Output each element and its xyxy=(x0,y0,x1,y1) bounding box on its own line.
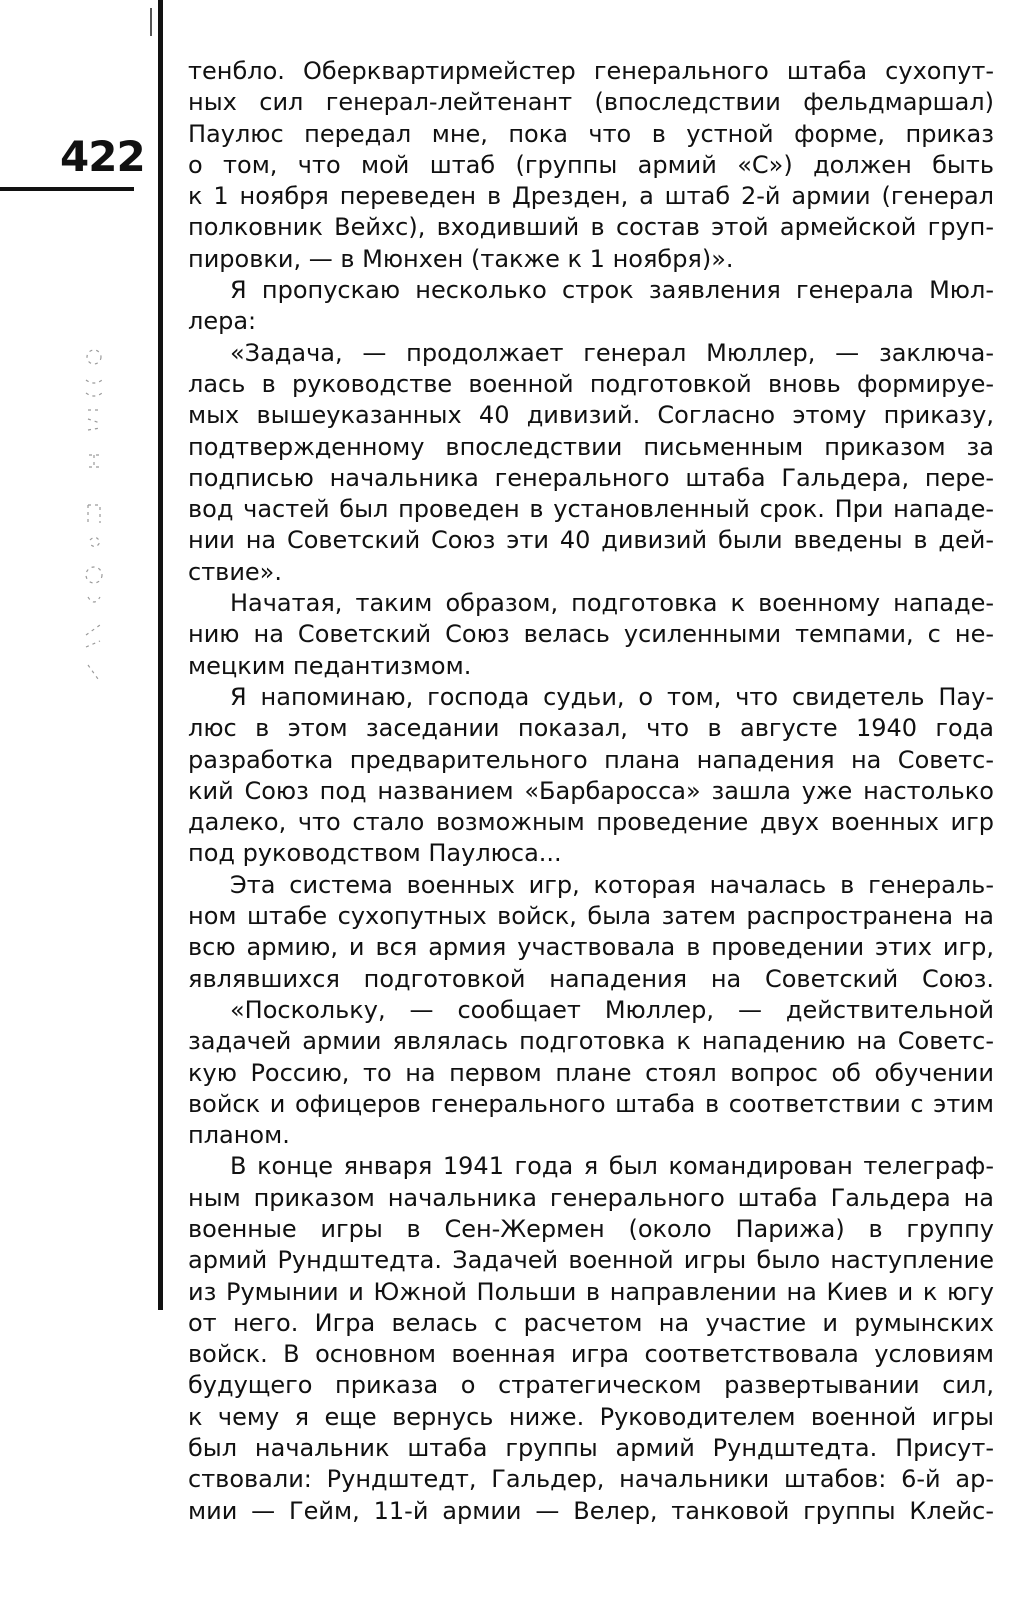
text-line: «Задача, — продолжает генерал Мюллер, — заключа- xyxy=(230,338,994,367)
text-line: армий Рундштедта. Задачей военной игры было наступление xyxy=(188,1246,994,1275)
text-line: из Румынии и Южной Польши в направлении на Киев и к югу xyxy=(188,1277,994,1306)
text-line: нию на Советский Союз велась усиленными темпами, с не- xyxy=(188,620,994,649)
text-line: В конце января 1941 года я был командирован телеграф- xyxy=(230,1152,994,1181)
text-line: далеко, что стало возможным проведение двух военных игр xyxy=(188,808,994,837)
text-line: к чему я еще вернусь ниже. Руководителем военной игры xyxy=(188,1402,994,1431)
body-text xyxy=(188,56,994,1527)
text-line: под руководством Паулюса... xyxy=(188,839,562,868)
text-line: мых вышеуказанных 40 дивизий. Согласно этому приказу, xyxy=(188,401,994,430)
text-line: ствие». xyxy=(188,557,282,586)
text-line: войск. В основном военная игра соответствовала условиям xyxy=(188,1340,994,1369)
text-line: лась в руководстве военной подготовкой вновь формируе- xyxy=(188,369,994,398)
text-line: мии — Гейм, 11-й армии — Велер, танковой группы Клейс- xyxy=(188,1496,994,1525)
text-line: Я напоминаю, господа судьи, о том, что свидетель Пау- xyxy=(230,682,994,711)
library-stamp-mark xyxy=(74,335,144,715)
text-line: военные игры в Сен-Жермен (около Парижа) в группу xyxy=(188,1214,994,1243)
text-line: о том, что мой штаб (группы армий «С») должен быть xyxy=(188,150,994,179)
text-line: вод частей был проведен в установленный срок. При нападе- xyxy=(188,495,994,524)
text-line: к 1 ноября переведен в Дрезден, а штаб 2-й армии (генерал xyxy=(188,182,994,211)
text-line: мецким педантизмом. xyxy=(188,651,472,680)
text-line: Паулюс передал мне, пока что в устной форме, приказ xyxy=(188,119,994,148)
margin-tick xyxy=(150,8,152,36)
text-line: ствовали: Рундштедт, Гальдер, начальники штабов: 6-й ар- xyxy=(188,1465,994,1494)
text-line: планом. xyxy=(188,1121,290,1150)
text-line: войск и офицеров генерального штаба в соответствии с этим xyxy=(188,1089,994,1118)
text-line: от него. Игра велась с расчетом на участие и румынских xyxy=(188,1308,994,1337)
page-number-underline xyxy=(0,187,134,191)
text-line: ным приказом начальника генерального штаба Гальдера на xyxy=(188,1183,994,1212)
text-line: подписью начальника генерального штаба Гальдера, пере- xyxy=(188,463,994,492)
text-line: кую Россию, то на первом плане стоял вопрос об обучении xyxy=(188,1058,994,1087)
text-line: пировки, — в Мюнхен (также к 1 ноября)». xyxy=(188,244,734,273)
text-line: лера: xyxy=(188,307,257,336)
text-line: ных сил генерал-лейтенант (впоследствии фельдмаршал) xyxy=(188,88,994,117)
text-line: Эта система военных игр, которая началась в генераль- xyxy=(230,870,994,899)
text-line: «Поскольку, — сообщает Мюллер, — действительной xyxy=(230,995,994,1024)
text-line: был начальник штаба группы армий Рундштедта. Присут- xyxy=(188,1434,994,1463)
text-line: полковник Вейхс), входивший в состав этой армейской груп- xyxy=(188,213,994,242)
text-line: являвшихся подготовкой нападения на Советский Союз. xyxy=(188,964,994,993)
page-number: 422 xyxy=(60,132,145,181)
text-line: люс в этом заседании показал, что в августе 1940 года xyxy=(188,714,994,743)
text-line: Начатая, таким образом, подготовка к военному нападе- xyxy=(230,589,994,618)
text-line: кий Союз под названием «Барбаросса» зашла уже настолько xyxy=(188,776,994,805)
text-line: всю армию, и вся армия участвовала в проведении этих игр, xyxy=(188,933,994,962)
text-line: нии на Советский Союз эти 40 дивизий были введены в дей- xyxy=(188,526,994,555)
text-line: разработка предварительного плана нападения на Советс- xyxy=(188,745,994,774)
text-line: ном штабе сухопутных войск, была затем распространена на xyxy=(188,902,994,931)
text-line: тенбло. Оберквартирмейстер генерального штаба сухопут- xyxy=(188,57,994,85)
text-line: подтвержденному впоследствии письменным приказом за xyxy=(188,432,994,461)
margin-vertical-rule xyxy=(158,0,163,1310)
text-line: Я пропускаю несколько строк заявления генерала Мюл- xyxy=(230,276,994,305)
text-line: задачей армии являлась подготовка к нападению на Советс- xyxy=(188,1027,994,1056)
text-line: будущего приказа о стратегическом развертывании сил, xyxy=(188,1371,994,1400)
